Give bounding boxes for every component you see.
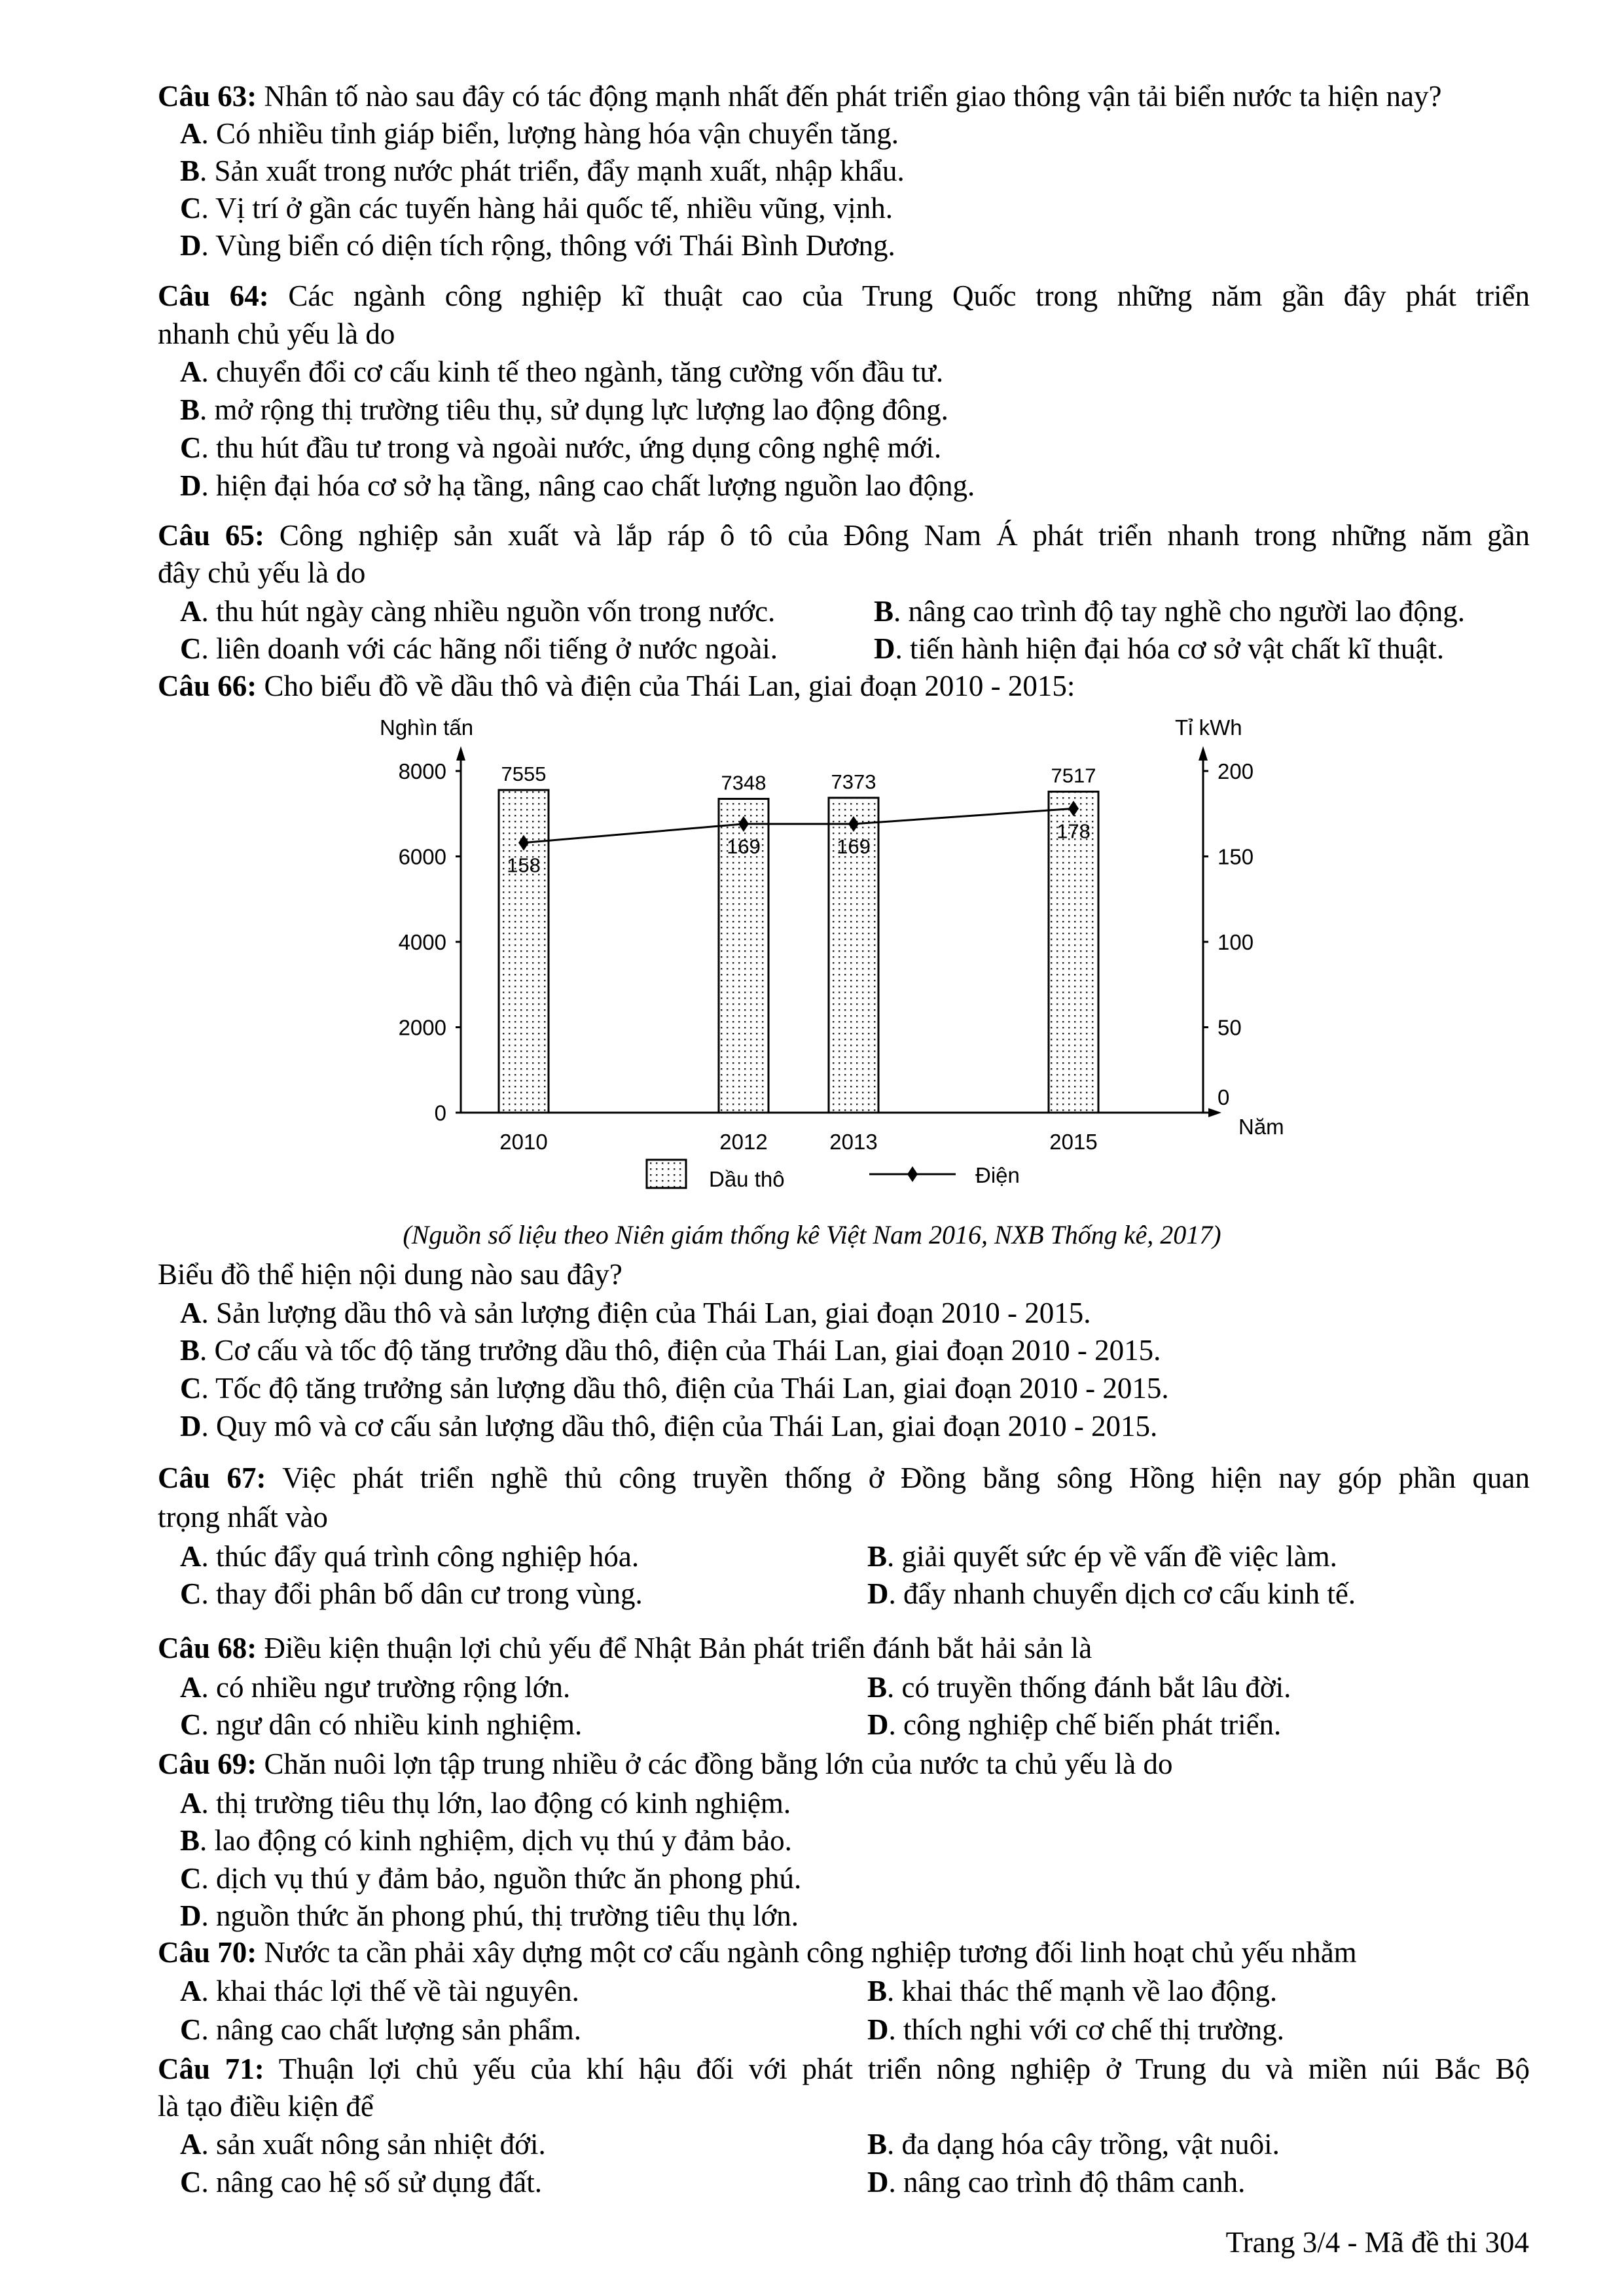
- question-69-stem: Câu 69: Chăn nuôi lợn tập trung nhiều ở các đồng bằng lớn của nước ta chủ yếu là do: [158, 1748, 1173, 1780]
- option-64-d[interactable]: D. hiện đại hóa cơ sở hạ tầng, nâng cao chất lượng nguồn lao động.: [180, 469, 975, 502]
- option-65-b[interactable]: B. nâng cao trình độ tay nghề cho người lao động.: [874, 595, 1466, 628]
- option-65-c[interactable]: C. liên doanh với các hãng nổi tiếng ở nước ngoài.: [180, 632, 778, 665]
- legend-label-dau-tho: Dầu thô: [709, 1167, 785, 1191]
- option-63-d[interactable]: D. Vùng biển có diện tích rộng, thông với Thái Bình Dương.: [180, 229, 895, 262]
- option-69-c[interactable]: C. dịch vụ thú y đảm bảo, nguồn thức ăn phong phú.: [180, 1862, 802, 1895]
- option-68-d[interactable]: D. công nghiệp chế biến phát triển.: [867, 1708, 1282, 1741]
- option-63-b[interactable]: B. Sản xuất trong nước phát triển, đẩy mạnh xuất, nhập khẩu.: [180, 154, 905, 187]
- option-64-c[interactable]: C. thu hút đầu tư trong và ngoài nước, ứng dụng công nghệ mới.: [180, 431, 942, 464]
- option-68-a[interactable]: A. có nhiều ngư trường rộng lớn.: [180, 1671, 571, 1704]
- question-66-stem: Câu 66: Cho biểu đồ về dầu thô và điện của Thái Lan, giai đoạn 2010 - 2015:: [158, 670, 1075, 702]
- x-tick-label: 2015: [1049, 1130, 1098, 1154]
- chart-source-caption: (Nguồn số liệu theo Niên giám thống kê Việt Nam 2016, NXB Thống kê, 2017): [403, 1220, 1221, 1249]
- page-footer: Trang 3/4 - Mã đề thi 304: [1225, 2226, 1529, 2259]
- question-63-stem: Câu 63: Nhân tố nào sau đây có tác động mạnh nhất đến phát triển giao thông vận tải biển nước ta hiện nay?: [158, 80, 1442, 113]
- question-64-stem-cont: nhanh chủ yếu là do: [158, 317, 395, 350]
- option-65-d[interactable]: D. tiến hành hiện đại hóa cơ sở vật chất kĩ thuật.: [874, 632, 1445, 665]
- question-71-stem: Câu 71: Thuận lợi chủ yếu của khí hậu đối với phát triển nông nghiệp ở Trung du và miền núi Bắc Bộ: [158, 2053, 1530, 2085]
- x-axis-title: Năm: [1238, 1115, 1284, 1139]
- right-tick-label: 50: [1218, 1015, 1242, 1040]
- option-69-b[interactable]: B. lao động có kinh nghiệm, dịch vụ thú y đảm bảo.: [180, 1824, 792, 1857]
- option-70-a[interactable]: A. khai thác lợi thế về tài nguyên.: [180, 1975, 579, 2007]
- bar-series-dau-tho: [499, 790, 1098, 1113]
- option-68-b[interactable]: B. có truyền thống đánh bắt lâu đời.: [867, 1671, 1291, 1704]
- bar-value-label: 7555: [501, 762, 547, 786]
- line-dien: [524, 808, 1074, 842]
- question-number: Câu 63:: [158, 80, 257, 113]
- bar-value-label: 7517: [1051, 764, 1096, 787]
- question-71-stem-cont: là tạo điều kiện để: [158, 2090, 374, 2123]
- option-63-a[interactable]: A. Có nhiều tỉnh giáp biển, lượng hàng hóa vận chuyển tăng.: [180, 117, 899, 150]
- legend-swatch-dau-tho: [647, 1160, 686, 1188]
- line-value-label: 158: [507, 853, 541, 877]
- x-tick-label: 2010: [499, 1130, 548, 1154]
- left-tick-label: 4000: [398, 930, 446, 954]
- legend-label-dien: Điện: [975, 1163, 1020, 1187]
- line-value-label: 178: [1056, 819, 1091, 843]
- left-tick-label: 2000: [398, 1015, 446, 1040]
- legend-marker-dien: [907, 1166, 918, 1182]
- option-65-a[interactable]: A. thu hút ngày càng nhiều nguồn vốn trong nước.: [180, 595, 776, 628]
- data-labels: [501, 762, 1096, 877]
- option-69-a[interactable]: A. thị trường tiêu thụ lớn, lao động có kinh nghiệm.: [180, 1787, 791, 1820]
- line-value-label: 169: [727, 834, 761, 858]
- option-67-c[interactable]: C. thay đổi phân bố dân cư trong vùng.: [180, 1577, 643, 1610]
- option-71-b[interactable]: B. đa dạng hóa cây trồng, vật nuôi.: [867, 2128, 1280, 2161]
- x-tick-label: 2013: [829, 1130, 878, 1154]
- option-70-b[interactable]: B. khai thác thế mạnh về lao động.: [867, 1975, 1278, 2007]
- question-66-prompt: Biểu đồ thể hiện nội dung nào sau đây?: [158, 1258, 623, 1291]
- question-70-stem: Câu 70: Nước ta cần phải xây dựng một cơ cấu ngành công nghiệp tương đối linh hoạt chủ yếu nhằm: [158, 1936, 1357, 1969]
- right-axis-title: Tỉ kWh: [1175, 715, 1242, 740]
- oil-electricity-chart: [367, 707, 1322, 1204]
- left-tick-label: 8000: [398, 759, 446, 783]
- right-axis-arrow-icon: [1199, 746, 1208, 761]
- bar-value-label: 7373: [831, 770, 876, 793]
- option-67-d[interactable]: D. đẩy nhanh chuyển dịch cơ cấu kinh tế.: [867, 1577, 1356, 1610]
- left-axis-arrow-icon: [456, 746, 465, 761]
- option-66-b[interactable]: B. Cơ cấu và tốc độ tăng trưởng dầu thô, điện của Thái Lan, giai đoạn 2010 - 2015.: [180, 1334, 1161, 1367]
- right-tick-label: 150: [1218, 844, 1254, 869]
- chart-legend: [647, 1160, 1020, 1191]
- option-71-a[interactable]: A. sản xuất nông sản nhiệt đới.: [180, 2128, 546, 2161]
- option-68-c[interactable]: C. ngư dân có nhiều kinh nghiệm.: [180, 1708, 583, 1741]
- question-65-stem: Câu 65: Công nghiệp sản xuất và lắp ráp ô tô của Đông Nam Á phát triển nhanh trong những năm gần: [158, 519, 1530, 552]
- right-tick-label: 200: [1218, 759, 1254, 783]
- left-axis-title: Nghìn tấn: [380, 715, 474, 740]
- question-68-stem: Câu 68: Điều kiện thuận lợi chủ yếu để Nhật Bản phát triển đánh bắt hải sản là: [158, 1632, 1092, 1664]
- option-67-a[interactable]: A. thúc đẩy quá trình công nghiệp hóa.: [180, 1540, 640, 1573]
- option-66-d[interactable]: D. Quy mô và cơ cấu sản lượng dầu thô, điện của Thái Lan, giai đoạn 2010 - 2015.: [180, 1410, 1158, 1443]
- question-67-stem: Câu 67: Việc phát triển nghề thủ công truyền thống ở Đồng bằng sông Hồng hiện nay góp phần quan: [158, 1462, 1530, 1494]
- option-71-d[interactable]: D. nâng cao trình độ thâm canh.: [867, 2166, 1246, 2198]
- option-70-c[interactable]: C. nâng cao chất lượng sản phẩm.: [180, 2013, 582, 2046]
- option-69-d[interactable]: D. nguồn thức ăn phong phú, thị trường tiêu thụ lớn.: [180, 1899, 799, 1932]
- x-axis-arrow-icon: [1208, 1108, 1221, 1117]
- bar-value-label: 7348: [721, 771, 767, 795]
- left-tick-label: 6000: [398, 844, 446, 869]
- right-tick-label: 100: [1218, 930, 1254, 954]
- option-64-b[interactable]: B. mở rộng thị trường tiêu thụ, sử dụng lực lượng lao động đông.: [180, 393, 948, 426]
- option-66-c[interactable]: C. Tốc độ tăng trưởng sản lượng dầu thô, điện của Thái Lan, giai đoạn 2010 - 2015.: [180, 1372, 1169, 1405]
- question-67-stem-cont: trọng nhất vào: [158, 1501, 328, 1534]
- option-63-c[interactable]: C. Vị trí ở gần các tuyến hàng hải quốc tế, nhiều vũng, vịnh.: [180, 192, 893, 224]
- option-64-a[interactable]: A. chuyển đổi cơ cấu kinh tế theo ngành, tăng cường vốn đầu tư.: [180, 355, 944, 388]
- option-70-d[interactable]: D. thích nghi với cơ chế thị trường.: [867, 2013, 1284, 2046]
- question-65-stem-cont: đây chủ yếu là do: [158, 556, 366, 589]
- question-64-stem: Câu 64: Các ngành công nghiệp kĩ thuật cao của Trung Quốc trong những năm gần đây phát triển: [158, 279, 1530, 312]
- right-tick-label: 0: [1218, 1085, 1230, 1109]
- option-71-c[interactable]: C. nâng cao hệ số sử dụng đất.: [180, 2166, 543, 2198]
- left-tick-label: 0: [434, 1101, 446, 1125]
- line-series-dien: [518, 800, 1079, 850]
- option-66-a[interactable]: A. Sản lượng dầu thô và sản lượng điện của Thái Lan, giai đoạn 2010 - 2015.: [180, 1297, 1091, 1329]
- x-tick-label: 2012: [719, 1130, 768, 1154]
- option-67-b[interactable]: B. giải quyết sức ép về vấn đề việc làm.: [867, 1540, 1337, 1573]
- line-value-label: 169: [837, 834, 871, 858]
